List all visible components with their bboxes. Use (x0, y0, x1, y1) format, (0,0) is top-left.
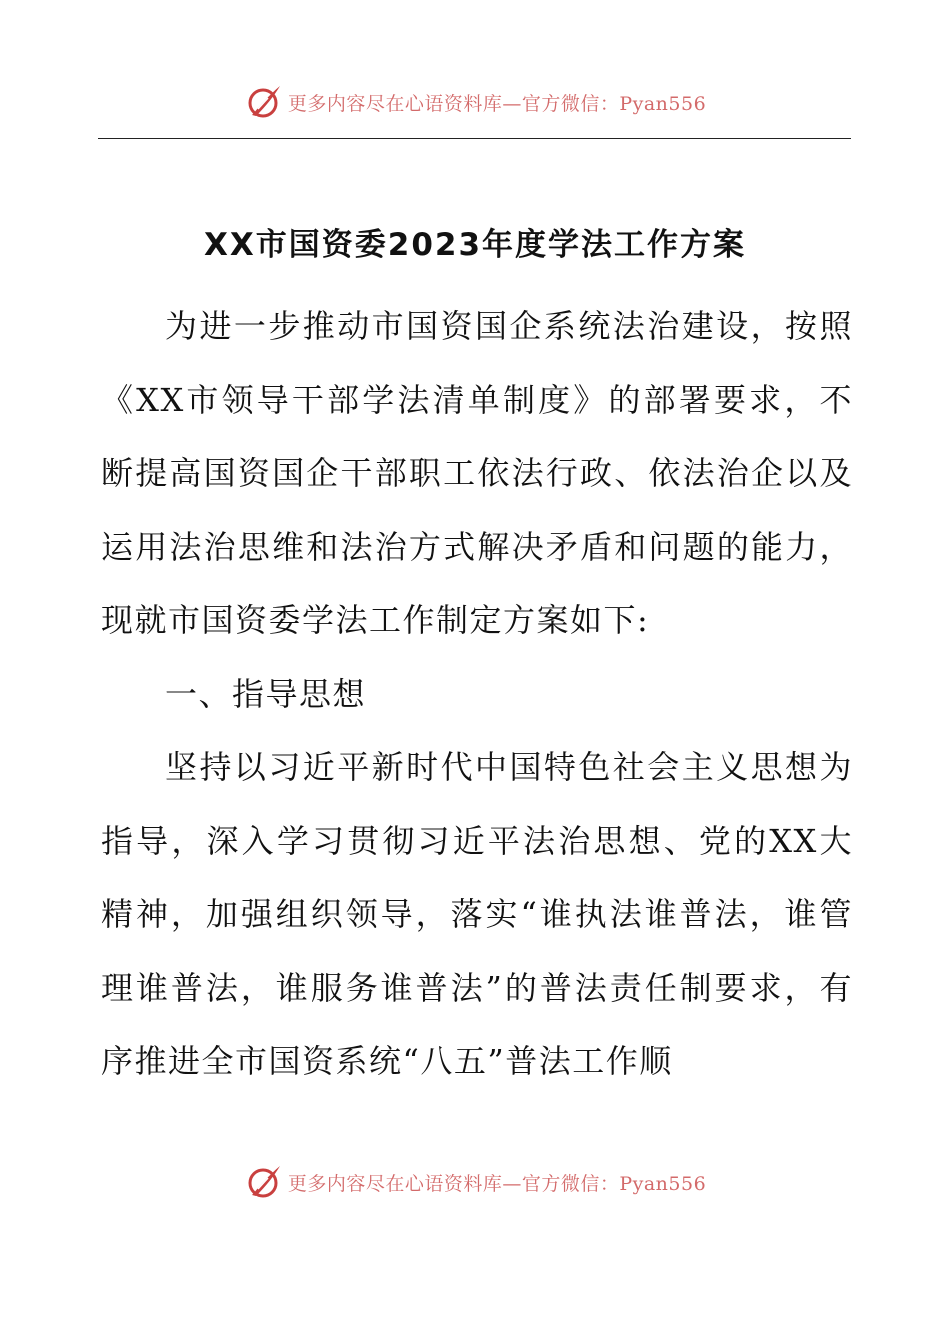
quill-circle-logo-icon (244, 82, 284, 122)
footer-watermark-text: 更多内容尽在心语资料库—官方微信：Pyan556 (287, 1172, 707, 1195)
header-watermark-text: 更多内容尽在心语资料库—官方微信：Pyan556 (287, 92, 707, 115)
header-watermark-banner (0, 80, 950, 124)
guiding-ideology-paragraph: 坚持以习近平新时代中国特色社会主义思想为指导，深入学习贯彻习近平法治思想、党的XX大精神，加强组织领导，落实“谁执法谁普法，谁管理谁普法，谁服务谁普法”的普法责任制要求，有序推进全市国资系统“八五”普法工作顺 (101, 748, 853, 1080)
section-heading-guiding-ideology: 一、指导思想 (165, 674, 367, 713)
header-divider (98, 138, 851, 139)
footer-watermark-banner (0, 1160, 950, 1204)
document-body (101, 290, 853, 1099)
intro-paragraph: 为进一步推动市国资国企系统法治建设，按照《XX市领导干部学法清单制度》的部署要求，不断提高国资国企干部职工依法行政、依法治企以及运用法治思维和法治方式解决矛盾和问题的能力，现就市国资委学法工作制定方案如下: (101, 307, 853, 639)
quill-circle-logo-icon (244, 1162, 284, 1202)
document-title: XX市国资委2023年度学法工作方案 (203, 226, 747, 263)
